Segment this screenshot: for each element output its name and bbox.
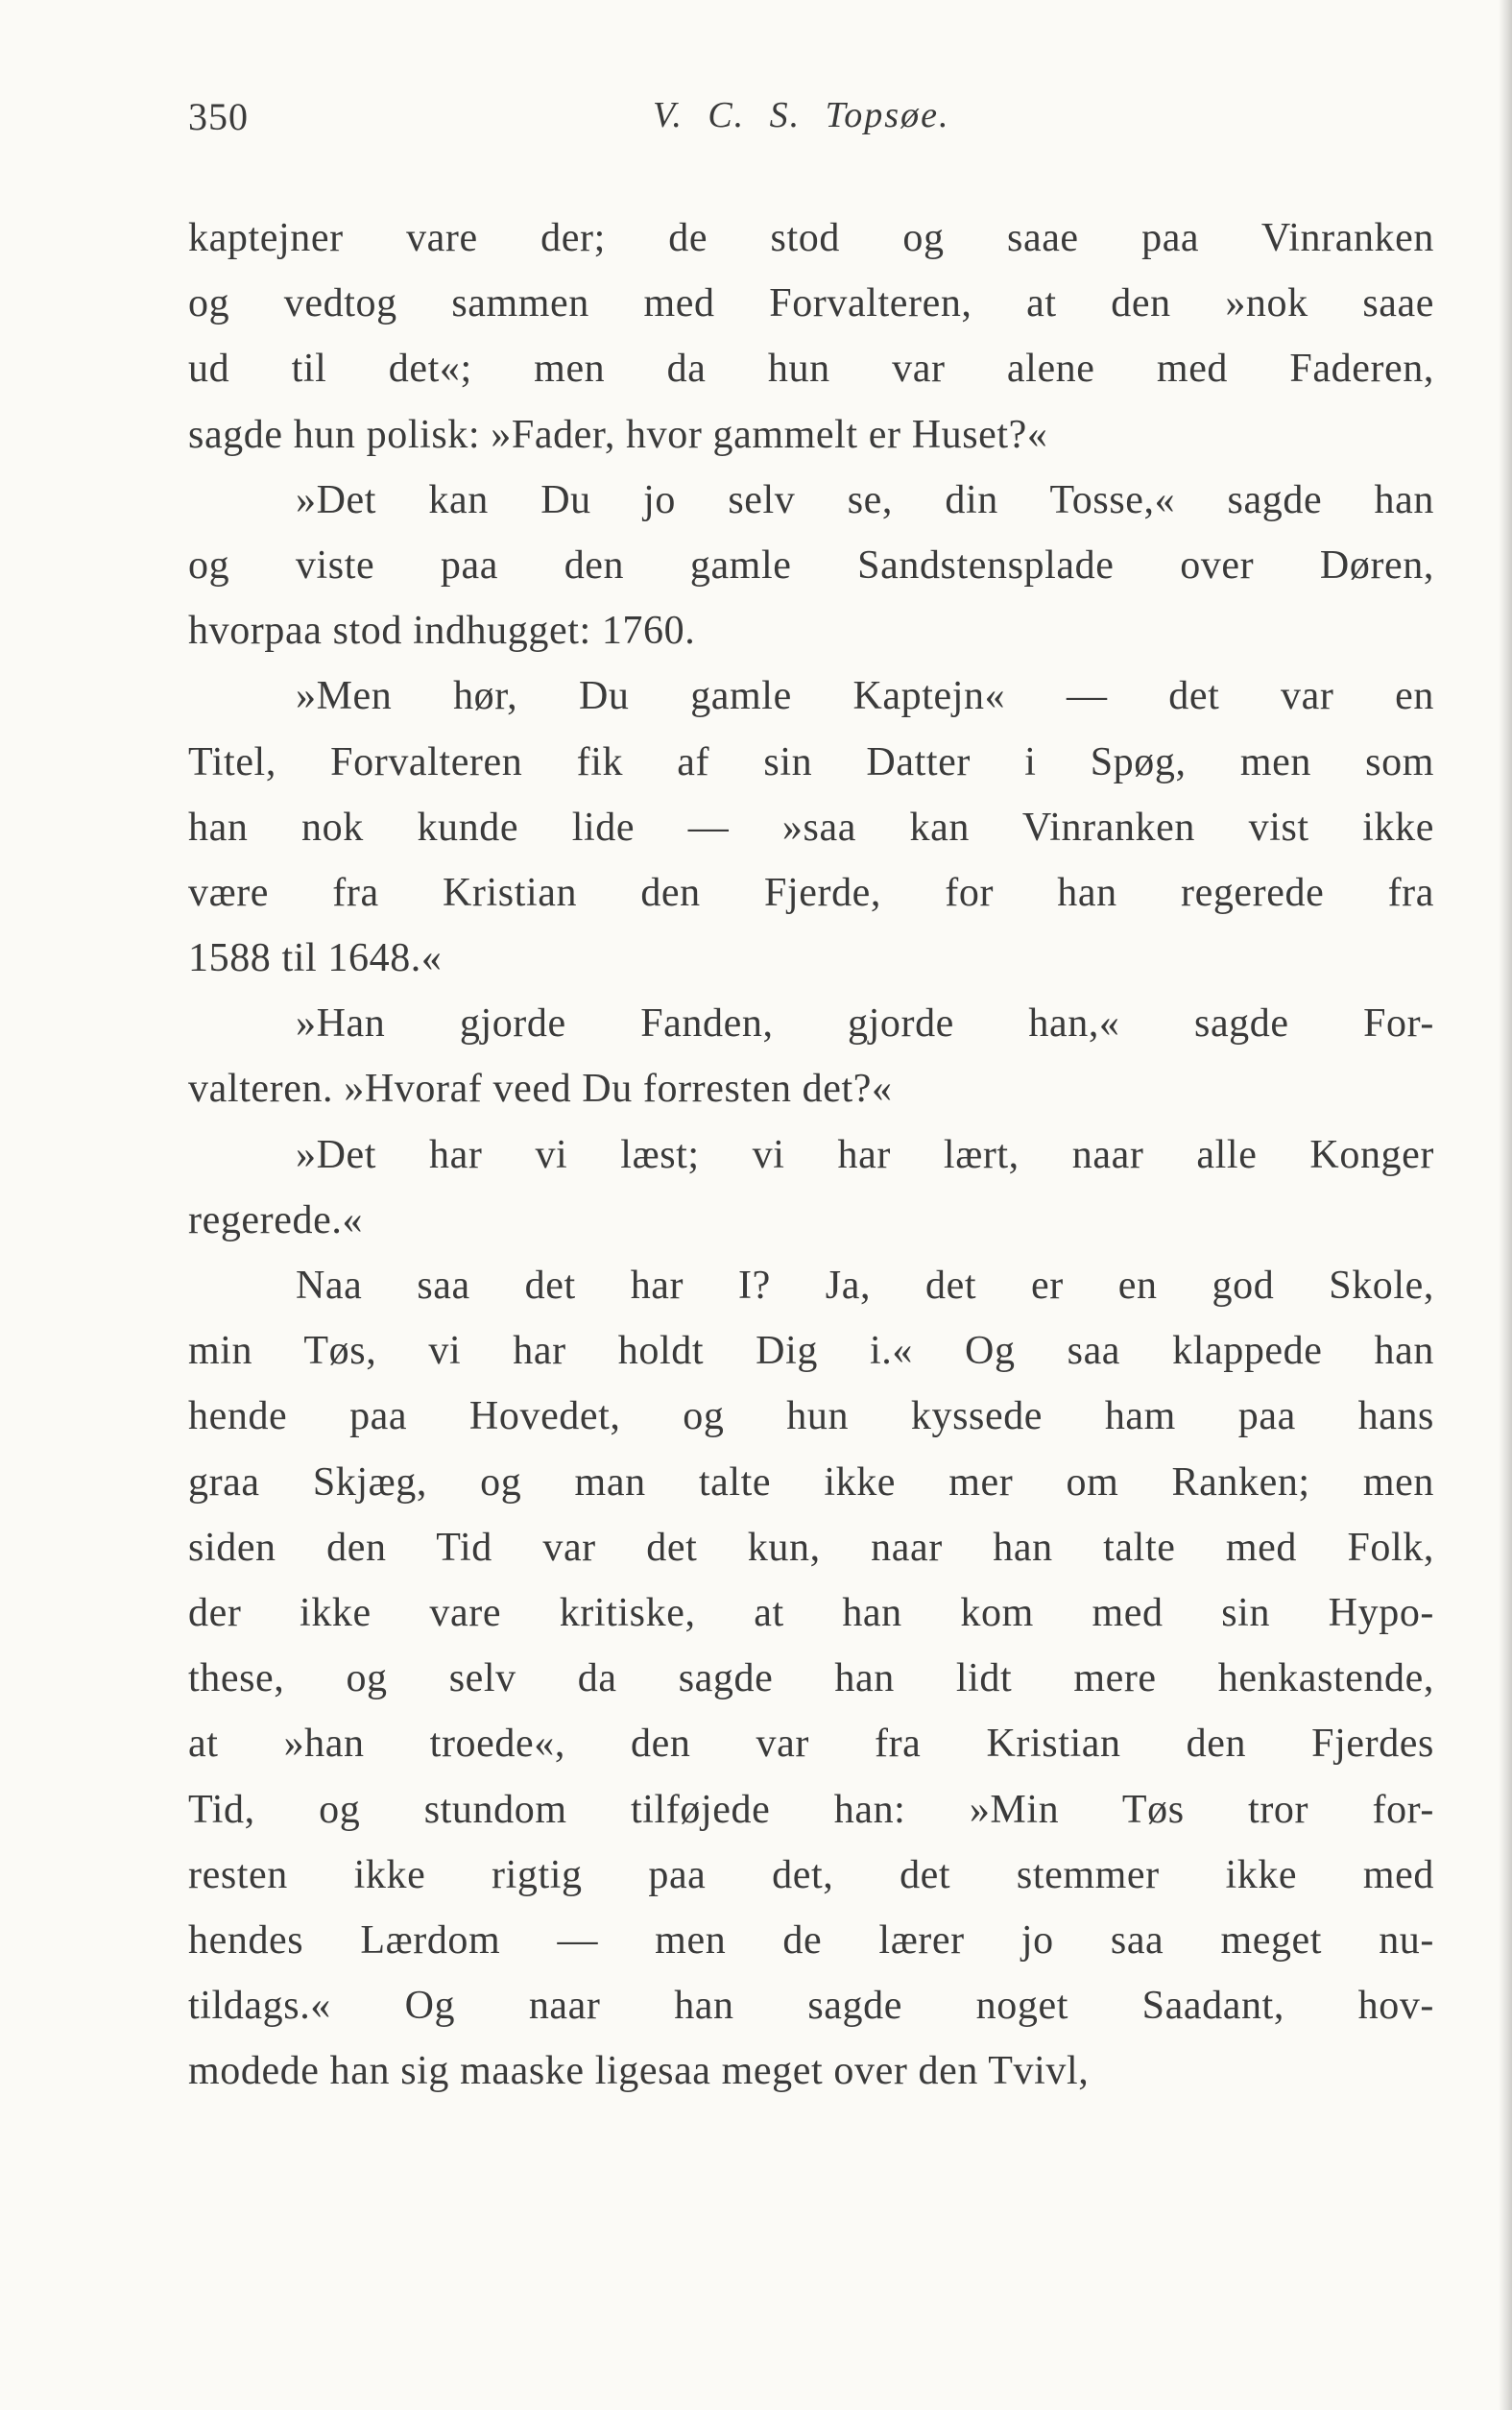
- text-line: regerede.«: [188, 1197, 364, 1242]
- text-line: these, og selv da sagde han lidt mere henkastende,: [188, 1656, 1434, 1701]
- text-line: Naa saa det har I? Ja, det er en god Skole,: [296, 1264, 1434, 1308]
- text-line: min Tøs, vi har holdt Dig i.« Og saa klappede han: [188, 1329, 1434, 1374]
- text-line: han nok kunde lide — »saa kan Vinranken vist ikke: [188, 805, 1434, 850]
- text-line: Tid, og stundom tilføjede han: »Min Tøs tror for-: [188, 1787, 1434, 1832]
- paragraph: [188, 1253, 1434, 2104]
- text-line: »Det kan Du jo selv se, din Tosse,« sagde han: [296, 477, 1434, 522]
- text-line: resten ikke rigtig paa det, det stemmer ikke med: [188, 1852, 1434, 1897]
- text-line: kaptejner vare der; de stod og saae paa Vinranken: [188, 216, 1434, 260]
- paragraph: [188, 205, 1434, 468]
- paragraph: [188, 468, 1434, 664]
- body-text: [188, 205, 1434, 2104]
- text-line: og vedtog sammen med Forvalteren, at den »nok saae: [188, 281, 1434, 326]
- text-line: »Det har vi læst; vi har lært, naar alle Konger: [296, 1132, 1434, 1177]
- text-line: ud til det«; men da hun var alene med Faderen,: [188, 347, 1434, 392]
- text-line: »Han gjorde Fanden, gjorde han,« sagde For-: [296, 1001, 1434, 1047]
- text-line: modede han sig maaske ligesaa meget over den Tvivl,: [188, 2049, 1090, 2094]
- text-line: der ikke vare kritiske, at han kom med sin Hypo-: [188, 1590, 1434, 1635]
- text-line: 1588 til 1648.«: [188, 936, 443, 981]
- text-line: »Men hør, Du gamle Kaptejn« — det var en: [296, 674, 1434, 719]
- text-line: Titel, Forvalteren fik af sin Datter i Spøg, men som: [188, 739, 1434, 784]
- text-line: sagde hun polisk: »Fader, hvor gammelt er Huset?«: [188, 412, 1048, 457]
- paragraph: [188, 1122, 1434, 1253]
- text-line: hende paa Hovedet, og hun kyssede ham paa hans: [188, 1394, 1434, 1439]
- text-line: graa Skjæg, og man talte ikke mer om Ranken; men: [188, 1459, 1434, 1505]
- running-head: V. C. S. Topsøe.: [653, 95, 950, 135]
- text-line: siden den Tid var det kun, naar han talte med Folk,: [188, 1525, 1434, 1570]
- text-line: og viste paa den gamle Sandstensplade over Døren,: [188, 542, 1434, 588]
- page-number: 350: [188, 95, 249, 138]
- paragraph: [188, 991, 1434, 1121]
- page-edge-shadow: [1499, 0, 1512, 2410]
- text-line: valteren. »Hvoraf veed Du forresten det?«: [188, 1067, 893, 1112]
- text-line: være fra Kristian den Fjerde, for han regerede fra: [188, 870, 1434, 915]
- paragraph: [188, 663, 1434, 991]
- page-header: [188, 94, 1434, 152]
- text-line: hendes Lærdom — men de lærer jo saa meget nu-: [188, 1917, 1434, 1963]
- text-line: at »han troede«, den var fra Kristian den Fjerdes: [188, 1722, 1434, 1767]
- text-line: tildags.« Og naar han sagde noget Saadant, hov-: [188, 1984, 1434, 2029]
- text-line: hvorpaa stod indhugget: 1760.: [188, 609, 696, 654]
